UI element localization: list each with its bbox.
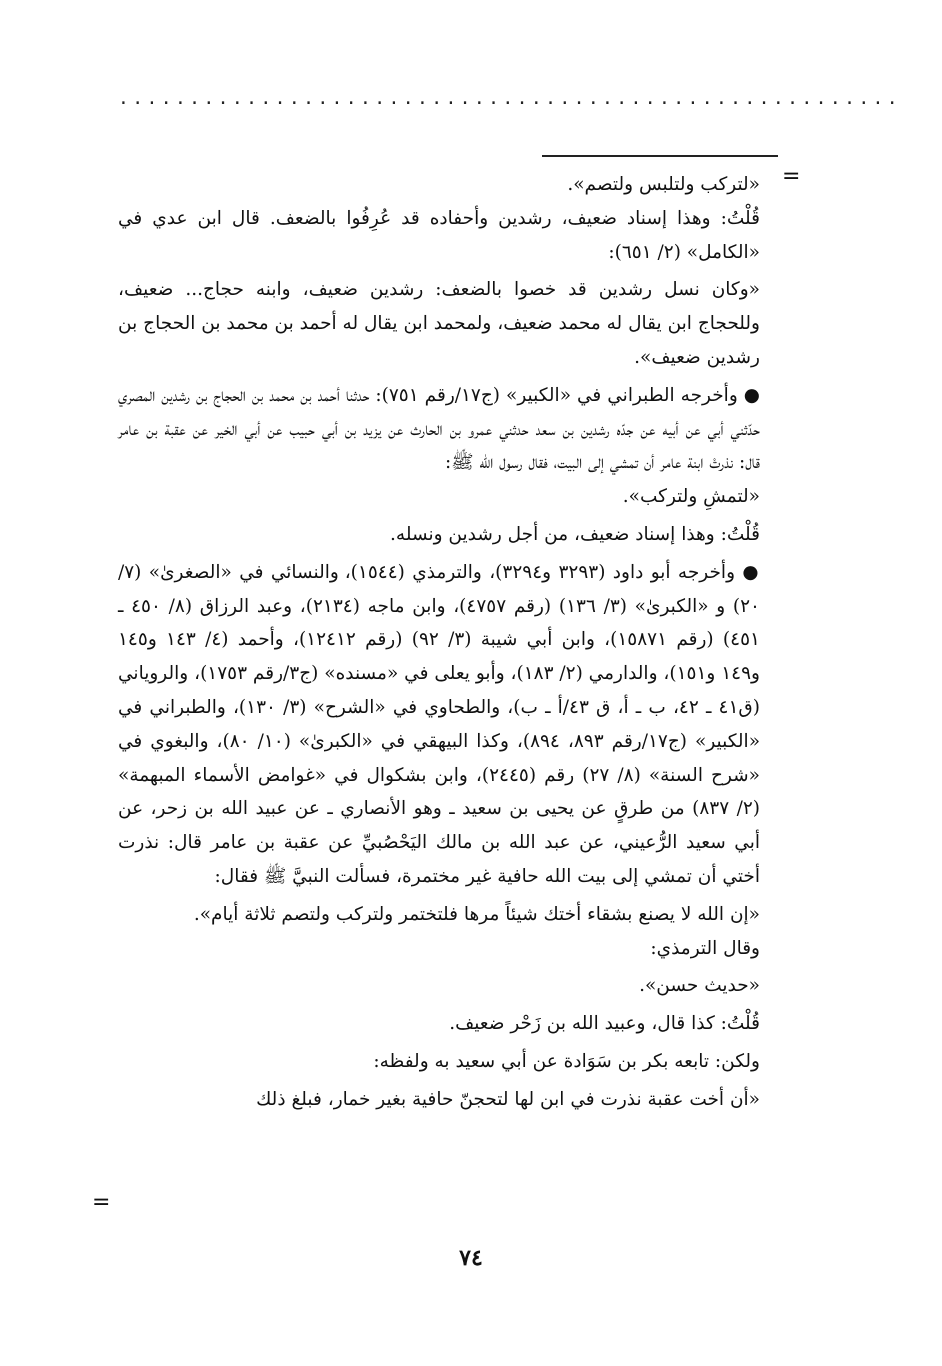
- text-line: ● وأخرجه الطبراني في «الكبير» (ج١٧/رقم ٧٥١): حدثنا أحمد بن محمد بن الحجاج بن رشدين المصري حدّثني أبي عن أبيه عن جدّه رشدين بن سعد حدثني عمرو بن الحارث عن يزيد بن أبي حبيب عن أبي الخير عن عقبة بن عامر قال: نذرتْ ابنة عامر أن تمشي إلى البيت، فقال رسول الله ﷺ:: [118, 384, 760, 474]
- text-line: «لتمشِ ولتركب».: [622, 486, 760, 508]
- text-line: ● وأخرجه أبو داود (٣٢٩٣ و٣٢٩٤)، والترمذي (١٥٤٤)، والنسائي في «الصغرىٰ» (٧/ ٢٠) و «الكبرىٰ» (٣/ ١٣٦) (رقم ٤٧٥٧)، وابن ماجه (٢١٣٤)، وعبد الرزاق (٨/ ٤٥٠ ـ ٤٥١) (رقم ١٥٨٧١)، وابن أبي شيبة (٣/ ٩٢) (رقم ١٢٤١٢)، وأحمد (٤/ ١٤٣ و١٤٥ و١٤٩ و١٥١)، والدارمي (٢/ ١٨٣)، وأبو يعلى في «مسنده» (ج٣/رقم ١٧٥٣)، والروياني (ق٤١ ـ ٤٢، ب ـ أ، ق ٤٣/أ ـ ب)، والطحاوي في «الشرح» (٣/ ١٣٠)، والطبراني في «الكبير» (ج١٧/رقم ٨٩٣، ٨٩٤)، وكذا البيهقي في «الكبرىٰ» (١٠/ ٨٠)، والبغوي في «شرح السنة» (٨/ ٢٧) رقم (٢٤٤٥)، وابن بشكوال في «غوامض الأسماء المبهمة» (٢/ ٨٣٧) من طرقٍ عن يحيى بن سعيد ـ وهو الأنصاري ـ عن عبيد الله بن زحر، عن أبي سعيد الرُّعيني، عن عبد الله بن مالك اليَحْصُبيِّ عن عقبة بن عامر قال: نذرت أختي أن تمشي إلى بيت الله حافية غير مختمرة، فسألت النبيَّ ﷺ فقال:: [118, 561, 761, 887]
- text-line: قُلْتُ: وهذا إسناد ضعيف، رشدين وأحفاده قد عُرِفُوا بالضعف. قال ابن عدي في «الكامل» (٢/ ٦٥١):: [118, 207, 760, 263]
- text-line: ولكن: تابعه بكر بن سَوَادة عن أبي سعيد به ولفظه:: [373, 1050, 760, 1072]
- continuation-mark-top: =: [782, 164, 801, 189]
- text-line: «لتركب ولتلبس ولتصم».: [567, 174, 760, 195]
- text-line: «أن أخت عقبة نذرت في ابن لها لتحجنّ حافية بغير خمار، فبلغ ذلك: [256, 1088, 760, 1110]
- text-line: «حديث حسن».: [639, 975, 760, 997]
- header-dotted-line: .......................................................: [118, 88, 902, 109]
- text-line: قُلْتُ: وهذا إسناد ضعيف، من أجل رشدين ونسله.: [390, 523, 760, 545]
- page-number: ٧٤: [459, 1245, 483, 1271]
- text-line: «إن الله لا يصنع بشقاء أختك شيئاً مرها فلتختمر ولتركب ولتصم ثلاثة أيام».: [193, 903, 760, 925]
- footnote-body: [118, 168, 760, 1117]
- text-line: «وكان نسل رشدين قد خصوا بالضعف: رشدين ضعيف، وابنه حجاج... ضعيف، وللحجاج ابن يقال له محمد ضعيف، ولمحمد ابن يقال له أحمد بن محمد بن الحجاج بن رشدين ضعيف».: [118, 279, 760, 368]
- text-line: قُلْتُ: كذا قال، وعبيد الله بن زَحْر ضعيف.: [449, 1013, 760, 1035]
- footnote-separator-rule: [542, 155, 778, 157]
- text-line: وقال الترمذي:: [650, 937, 760, 959]
- continuation-mark-bottom: =: [92, 1190, 111, 1215]
